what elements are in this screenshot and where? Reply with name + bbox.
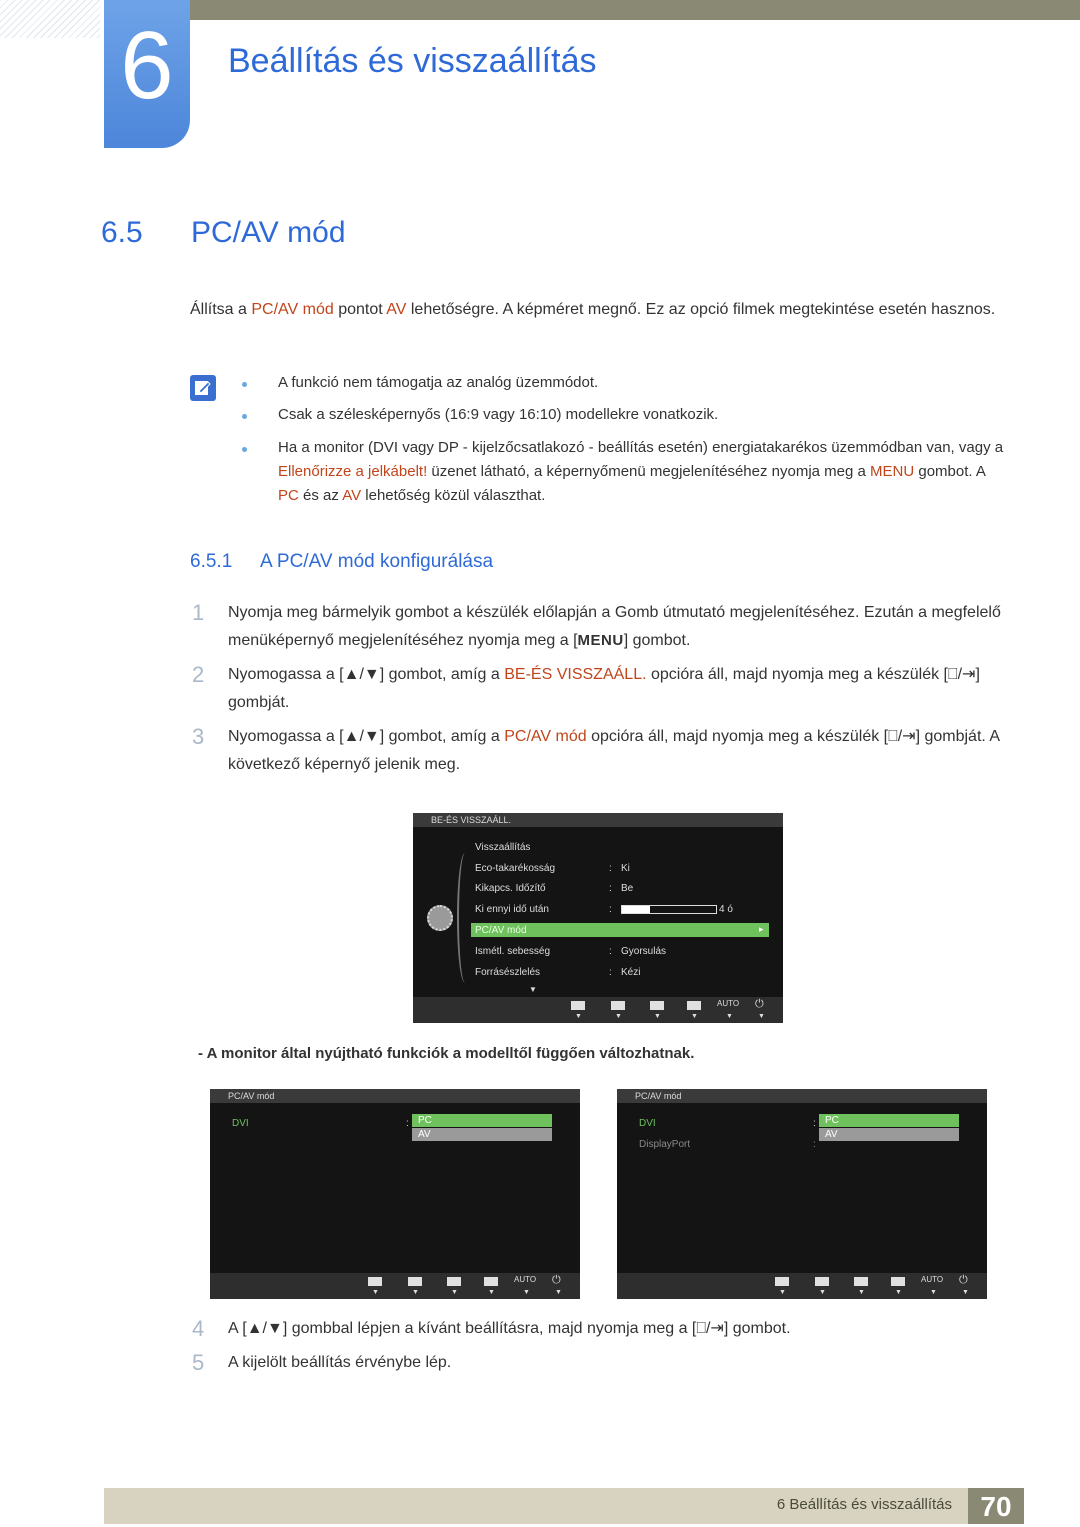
arrow-down-icon: ▼ <box>930 1289 937 1296</box>
intro-text-1: Állítsa a <box>190 301 252 318</box>
auto-button-label: AUTO <box>921 1275 944 1284</box>
note-3-text-c: gombot. A <box>914 463 986 480</box>
osd-right-option-pc-bg <box>819 1114 959 1127</box>
step-1-text <box>228 599 1018 655</box>
arrow-down-icon: ▼ <box>691 1013 698 1020</box>
osd-item-label: Forrásészlelés <box>475 967 541 978</box>
osd-item-value: Kézi <box>621 967 641 978</box>
power-icon: ⏻ <box>755 998 764 1010</box>
header-hatch-pattern <box>0 0 100 38</box>
step-2-text <box>228 661 1018 717</box>
source-enter-key-icon: ⎕/⇥ <box>888 728 916 745</box>
intro-text-2: pontot <box>333 301 387 318</box>
intro-paragraph <box>190 295 1010 324</box>
down-button-icon <box>408 1277 422 1286</box>
off-timer-slider <box>621 905 717 914</box>
step-number: 3 <box>192 724 205 749</box>
osd-item-value: Ki <box>621 863 630 874</box>
power-icon: ⏻ <box>552 1274 561 1286</box>
osd-item-value: Gyorsulás <box>621 946 667 957</box>
step-4-text <box>228 1315 1018 1343</box>
osd-item-label-selected: PC/AV mód <box>475 925 527 936</box>
step-2-text-d: ] gombját. <box>228 666 980 711</box>
chapter-title: Beállítás és visszaállítás <box>228 42 597 80</box>
up-down-key-icon: ▲/▼ <box>343 728 380 745</box>
osd-right-header: PC/AV mód <box>617 1089 987 1103</box>
intro-text-3: lehetőségre. A képméret megnő. Ez az opció filmek megtekintése esetén hasznos. <box>406 301 996 318</box>
osd-colon: : <box>406 1118 409 1129</box>
note-3-highlight-check-cable: Ellenőrizze a jelkábelt! <box>278 463 428 480</box>
arrow-down-icon: ▼ <box>488 1289 495 1296</box>
section-title-text: PC/AV mód <box>191 216 346 249</box>
step-2-text-a: Nyomogassa a [ <box>228 666 344 683</box>
step-1-text-a: Nyomja meg bármelyik gombot a készülék előlapján a Gomb útmutató megjelenítéséhez. Ezután a megfelelő menüképernyő megjelenítéséhez nyomja meg a [ <box>228 604 1001 649</box>
osd-item-label: Eco-takarékosság <box>475 863 556 874</box>
osd-right-option-av-bg <box>819 1128 959 1141</box>
page-number: 70 <box>968 1488 1024 1524</box>
note-2: Csak a szélesképernyős (16:9 vagy 16:10) modellekre vonatkozik. <box>278 406 719 423</box>
osd-left-option-av-bg <box>412 1128 552 1141</box>
note-3 <box>278 436 1008 508</box>
osd-item-label: Ki ennyi idő után <box>475 904 549 915</box>
osd-colon: : <box>609 904 612 915</box>
right-button-icon <box>687 1001 701 1010</box>
up-button-icon <box>447 1277 461 1286</box>
down-button-icon <box>815 1277 829 1286</box>
osd-right-option-pc: PC <box>825 1115 839 1126</box>
arrow-down-icon: ▼ <box>555 1289 562 1296</box>
note-icon <box>190 375 216 401</box>
intro-highlight-av: AV <box>386 301 407 318</box>
note-3-text-d: és az <box>298 487 343 504</box>
left-button-icon <box>368 1277 382 1286</box>
model-warning: - A monitor által nyújtható funkciók a modelltől függően változhatnak. <box>198 1045 695 1062</box>
step-number: 2 <box>192 662 205 687</box>
down-button-icon <box>611 1001 625 1010</box>
step-3-text-d: ] gombját. A következő képernyő jelenik meg. <box>228 728 1000 773</box>
enter-button-icon <box>891 1277 905 1286</box>
osd-colon: : <box>609 946 612 957</box>
note-bullet <box>242 447 250 455</box>
step-number: 5 <box>192 1350 205 1375</box>
osd-left-option-av: AV <box>418 1129 431 1140</box>
note-bullet <box>242 414 250 422</box>
osd-left-footer <box>210 1273 580 1299</box>
note-3-highlight-av: AV <box>342 487 362 504</box>
step-3-text-c: opcióra áll, majd nyomja meg a készülék [ <box>586 728 889 745</box>
arrow-down-icon: ▼ <box>726 1013 733 1020</box>
step-3-text <box>228 723 1018 779</box>
note-1: A funkció nem támogatja az analóg üzemmódot. <box>278 374 599 391</box>
header-bar <box>190 0 1080 20</box>
up-button-icon <box>854 1277 868 1286</box>
step-1-text-b: ] gombot. <box>623 632 691 649</box>
osd-colon: : <box>813 1118 816 1129</box>
section-number: 6.5 <box>101 216 143 249</box>
arrow-down-icon: ▼ <box>372 1289 379 1296</box>
osd-item-value: Be <box>621 883 634 894</box>
left-button-icon <box>775 1277 789 1286</box>
off-timer-slider-fill <box>622 906 650 913</box>
note-bullet <box>242 382 250 390</box>
osd-item-label: Visszaállítás <box>475 842 531 853</box>
arrow-down-icon: ▼ <box>654 1013 661 1020</box>
osd-left-header: PC/AV mód <box>210 1089 580 1103</box>
osd-right-option-av: AV <box>825 1129 838 1140</box>
step-3-highlight: PC/AV mód <box>504 728 587 745</box>
arrow-down-icon: ▼ <box>819 1289 826 1296</box>
arrow-down-icon: ▼ <box>451 1289 458 1296</box>
osd-left-option-pc-bg <box>412 1114 552 1127</box>
up-down-key-icon: ▲/▼ <box>246 1320 283 1337</box>
up-button-icon <box>650 1001 664 1010</box>
auto-button-label: AUTO <box>514 1275 537 1284</box>
note-3-highlight-pc: PC <box>278 487 299 504</box>
step-4-text-b: ] gombbal lépjen a kívánt beállításra, majd nyomja meg a [ <box>282 1320 697 1337</box>
intro-highlight-pcav: PC/AV mód <box>251 301 334 318</box>
enter-button-icon <box>484 1277 498 1286</box>
arrow-down-icon: ▼ <box>758 1013 765 1020</box>
menu-key-icon: MENU <box>577 632 624 649</box>
chapter-number: 6 <box>120 12 174 119</box>
note-3-highlight-menu: MENU <box>870 463 915 480</box>
step-number: 4 <box>192 1316 205 1341</box>
osd-main-header: BE-ÉS VISSZAÁLL. <box>413 813 783 827</box>
osd-item-label: Ismétl. sebesség <box>475 946 551 957</box>
osd-colon: : <box>609 863 612 874</box>
osd-left-option-pc: PC <box>418 1115 432 1126</box>
arrow-down-icon: ▼ <box>523 1289 530 1296</box>
osd-arc <box>457 853 473 983</box>
arrow-down-icon: ▼ <box>615 1013 622 1020</box>
osd-right-footer <box>617 1273 987 1299</box>
step-3-text-a: Nyomogassa a [ <box>228 728 344 745</box>
gear-icon <box>427 905 453 931</box>
step-2-highlight: BE-ÉS VISSZAÁLL. <box>504 666 647 683</box>
left-button-icon <box>571 1001 585 1010</box>
osd-item-value: 4 ó <box>719 904 733 915</box>
footer-chapter-text: 6 Beállítás és visszaállítás <box>776 1496 952 1513</box>
note-3-text-b: üzenet látható, a képernyőmenü megjelenítéséhez nyomja meg a <box>427 463 871 480</box>
arrow-down-icon: ▼ <box>575 1013 582 1020</box>
step-2-text-b: ] gombot, amíg a <box>379 666 505 683</box>
osd-colon: : <box>609 883 612 894</box>
arrow-down-icon: ▼ <box>779 1289 786 1296</box>
osd-left-dvi: DVI <box>232 1118 249 1129</box>
up-down-key-icon: ▲/▼ <box>343 666 380 683</box>
subsection-number: 6.5.1 <box>190 551 233 572</box>
note-3-text-a: Ha a monitor (DVI vagy DP - kijelzőcsatlakozó - beállítás esetén) energiatakarékos üzemmódban van, vagy a <box>278 439 1004 456</box>
chevron-right-icon: ▸ <box>759 924 764 934</box>
osd-right-screenshot <box>617 1089 987 1299</box>
step-3-text-b: ] gombot, amíg a <box>379 728 505 745</box>
source-enter-key-icon: ⎕/⇥ <box>696 1320 724 1337</box>
osd-main-footer <box>413 997 783 1023</box>
osd-item-label: Kikapcs. Időzítő <box>475 883 546 894</box>
power-icon: ⏻ <box>959 1274 968 1286</box>
step-number: 1 <box>192 600 205 625</box>
osd-main-screenshot <box>413 813 783 1023</box>
source-enter-key-icon: ⎕/⇥ <box>948 666 976 683</box>
arrow-down-icon: ▼ <box>412 1289 419 1296</box>
arrow-down-icon: ▼ <box>895 1289 902 1296</box>
subsection-title <box>190 551 493 573</box>
scroll-down-icon: ▼ <box>529 985 537 994</box>
step-4-text-a: A [ <box>228 1320 247 1337</box>
section-title <box>101 216 346 250</box>
arrow-down-icon: ▼ <box>858 1289 865 1296</box>
osd-colon: : <box>813 1139 816 1150</box>
step-4-text-c: ] gombot. <box>723 1320 791 1337</box>
subsection-title-text: A PC/AV mód konfigurálása <box>260 551 494 572</box>
note-3-text-e: lehetőség közül választhat. <box>361 487 546 504</box>
auto-button-label: AUTO <box>717 999 740 1008</box>
osd-left-screenshot <box>210 1089 580 1299</box>
osd-colon: : <box>609 967 612 978</box>
step-5-text: A kijelölt beállítás érvénybe lép. <box>228 1354 452 1371</box>
osd-right-displayport: DisplayPort <box>639 1139 691 1150</box>
osd-right-dvi: DVI <box>639 1118 656 1129</box>
arrow-down-icon: ▼ <box>962 1289 969 1296</box>
step-2-text-c: opcióra áll, majd nyomja meg a készülék [ <box>646 666 948 683</box>
